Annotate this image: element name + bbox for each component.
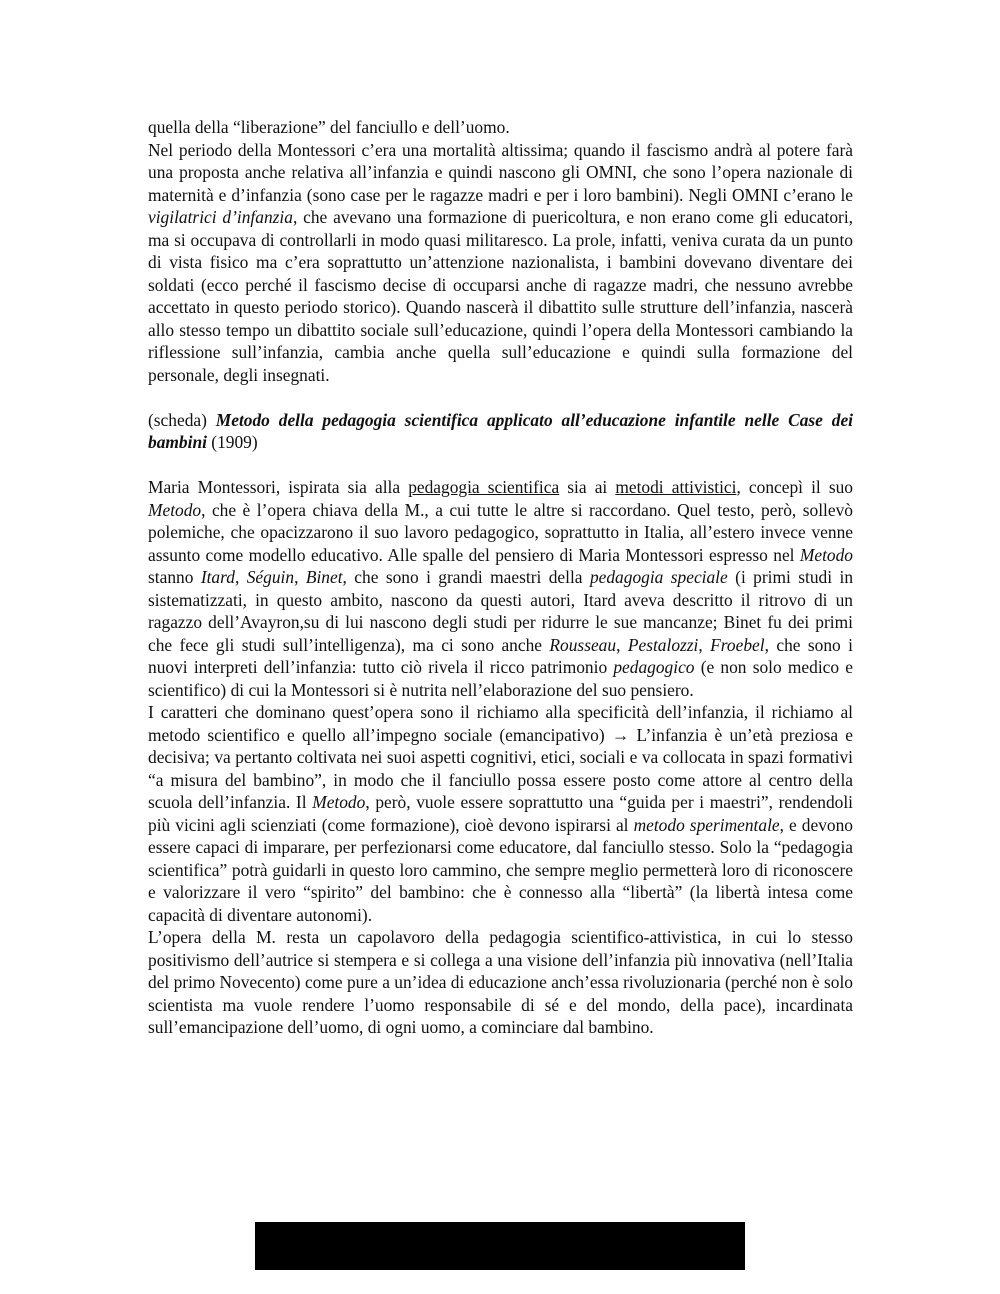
paragraph-omni: Nel periodo della Montessori c’era una mortalità altissima; quando il fascismo andrà al potere farà una proposta anche relativa all’infanzia e quindi nascono gli OMNI, che sono l’opera nazionale di maternità e d’infanzia (sono case per le ragazze madri e per i loro bambini). Negli OMNI c’erano le vigilatrici d’infanzia, che avevano una formazione di puericoltura, e non erano come gli educatori, ma si occupava di controllarli in modo quasi militaresco. La prole, infatti, veniva curata da un punto di vista fisico ma c’era soprattutto un’attenzione nazionalista, i bambini dovevano diventare dei soldati (ecco perché il fascismo decise di occuparsi anche di ragazze madri, che nessuno avrebbe accettato in questo periodo storico). Quando nascerà il dibattito sulle strutture dell’infanzia, nascerà allo stesso tempo un dibattito sociale sull’educazione, quindi l’opera della Montessori cambiando la riflessione sull’infanzia, cambia anche quella sull’educazione e quindi sulla formazione del personale, degli insegnati. — [148, 139, 853, 385]
emphasis-term: metodo sperimentale — [633, 814, 780, 835]
section-heading — [148, 409, 853, 454]
emphasis-term: Metodo — [148, 499, 202, 520]
emphasis-term: vigilatrici d’infanzia — [148, 207, 293, 227]
underlined-term: metodi attivistici — [615, 477, 737, 497]
paragraph-gap — [148, 454, 853, 477]
underlined-term: pedagogia scientifica — [408, 477, 560, 497]
emphasis-term: Rousseau — [549, 634, 617, 655]
paragraph-metodo-intro: Maria Montessori, ispirata sia alla pedagogia scientifica sia ai metodi attivistici, concepì il suo Metodo, che è l’opera chiava della M., a cui tutte le altre si raccordano. Quel testo, però, sollevò polemiche, che opacizzarono il suo lavoro pedagogico, soprattutto in Italia, all’estero invece venne assunto come modello educativo. Alle spalle del pensiero di Maria Montessori espresso nel Metodo stanno Itard, Séguin, Binet, che sono i grandi maestri della pedagogia speciale (i primi studi in sistematizzati, in questo ambito, nascono da questi autori, Itard aveva descritto il ritrovo di un ragazzo dell’Avayron,su di lui nascono degli studi per ridurre le sue mancanze; Binet fu dei primi che fece gli studi sull’intelligenza), ma ci sono anche Rousseau, Pestalozzi, Froebel, che sono i nuovi interpreti dell’infanzia: tutto ciò rivela il ricco patrimonio pedagogico (e non solo medico e scientifico) di cui la Montessori si è nutrita nell’elaborazione del suo pensiero. — [148, 477, 854, 700]
emphasis-term: pedagogia speciale — [589, 567, 728, 587]
emphasis-term: Froebel — [710, 634, 765, 655]
paragraph-gap — [148, 386, 853, 409]
paragraph-conclusione: L’opera della M. resta un capolavoro della pedagogia scientifico-attivistica, in cui lo stesso positivismo dell’autrice si stempera e si collega a una visione dell’infanzia più innovativa (nell’Italia del primo Novecento) come pure a un’idea di educazione anch’essa rivoluzionaria (perché non è solo scientista ma vuole rendere l’uomo responsabile di sé e del mondo, della pace), incardinata sull’emancipazione dell’uomo, di ogni uomo, a cominciare dal bambino. — [148, 927, 853, 1037]
document-page — [148, 116, 853, 1039]
emphasis-term: Binet — [305, 567, 343, 587]
emphasis-term: Séguin — [246, 567, 295, 587]
heading-year: (1909) — [206, 432, 258, 452]
emphasis-term: Itard — [200, 567, 235, 587]
heading-title: Metodo della pedagogia scientifica applicato all’educazione infantile nelle Case dei bambini — [148, 409, 854, 452]
emphasis-term: Metodo — [799, 544, 853, 565]
redaction-bar — [255, 1222, 745, 1270]
emphasis-term: Pestalozzi — [627, 634, 699, 655]
heading-prefix: (scheda) — [148, 409, 216, 430]
paragraph-caratteri: I caratteri che dominano quest’opera sono il richiamo alla specificità dell’infanzia, il richiamo al metodo scientifico e quello all’impegno sociale (emancipativo) → L’infanzia è un’età preziosa e decisiva; va pertanto coltivata nei suoi aspetti cognitivi, etici, sociali e va collocata in spazi formativi “a misura del bambino”, in modo che il fanciullo possa essere posto come attore al centro della scuola dell’infanzia. Il Metodo, però, vuole essere soprattutto una “guida per i maestri”, rendendoli più vicini agli scienziati (come formazione), cioè devono ispirarsi al metodo sperimentale, e devono essere capaci di imparare, per perfezionarsi come educatore, dal fanciullo stesso. Solo la “pedagogia scientifica” potrà guidarli in questo loro cammino, che sempre meglio permetterà loro di riconoscere e valorizzare il vero “spirito” del bambino: che è connesso alla “libertà” (la libertà intesa come capacità di diventare autonomi). — [148, 702, 853, 925]
emphasis-term: Metodo — [312, 792, 366, 812]
paragraph-continuation: quella della “liberazione” del fanciullo e dell’uomo. — [148, 117, 510, 137]
emphasis-term: pedagogico — [613, 657, 695, 677]
